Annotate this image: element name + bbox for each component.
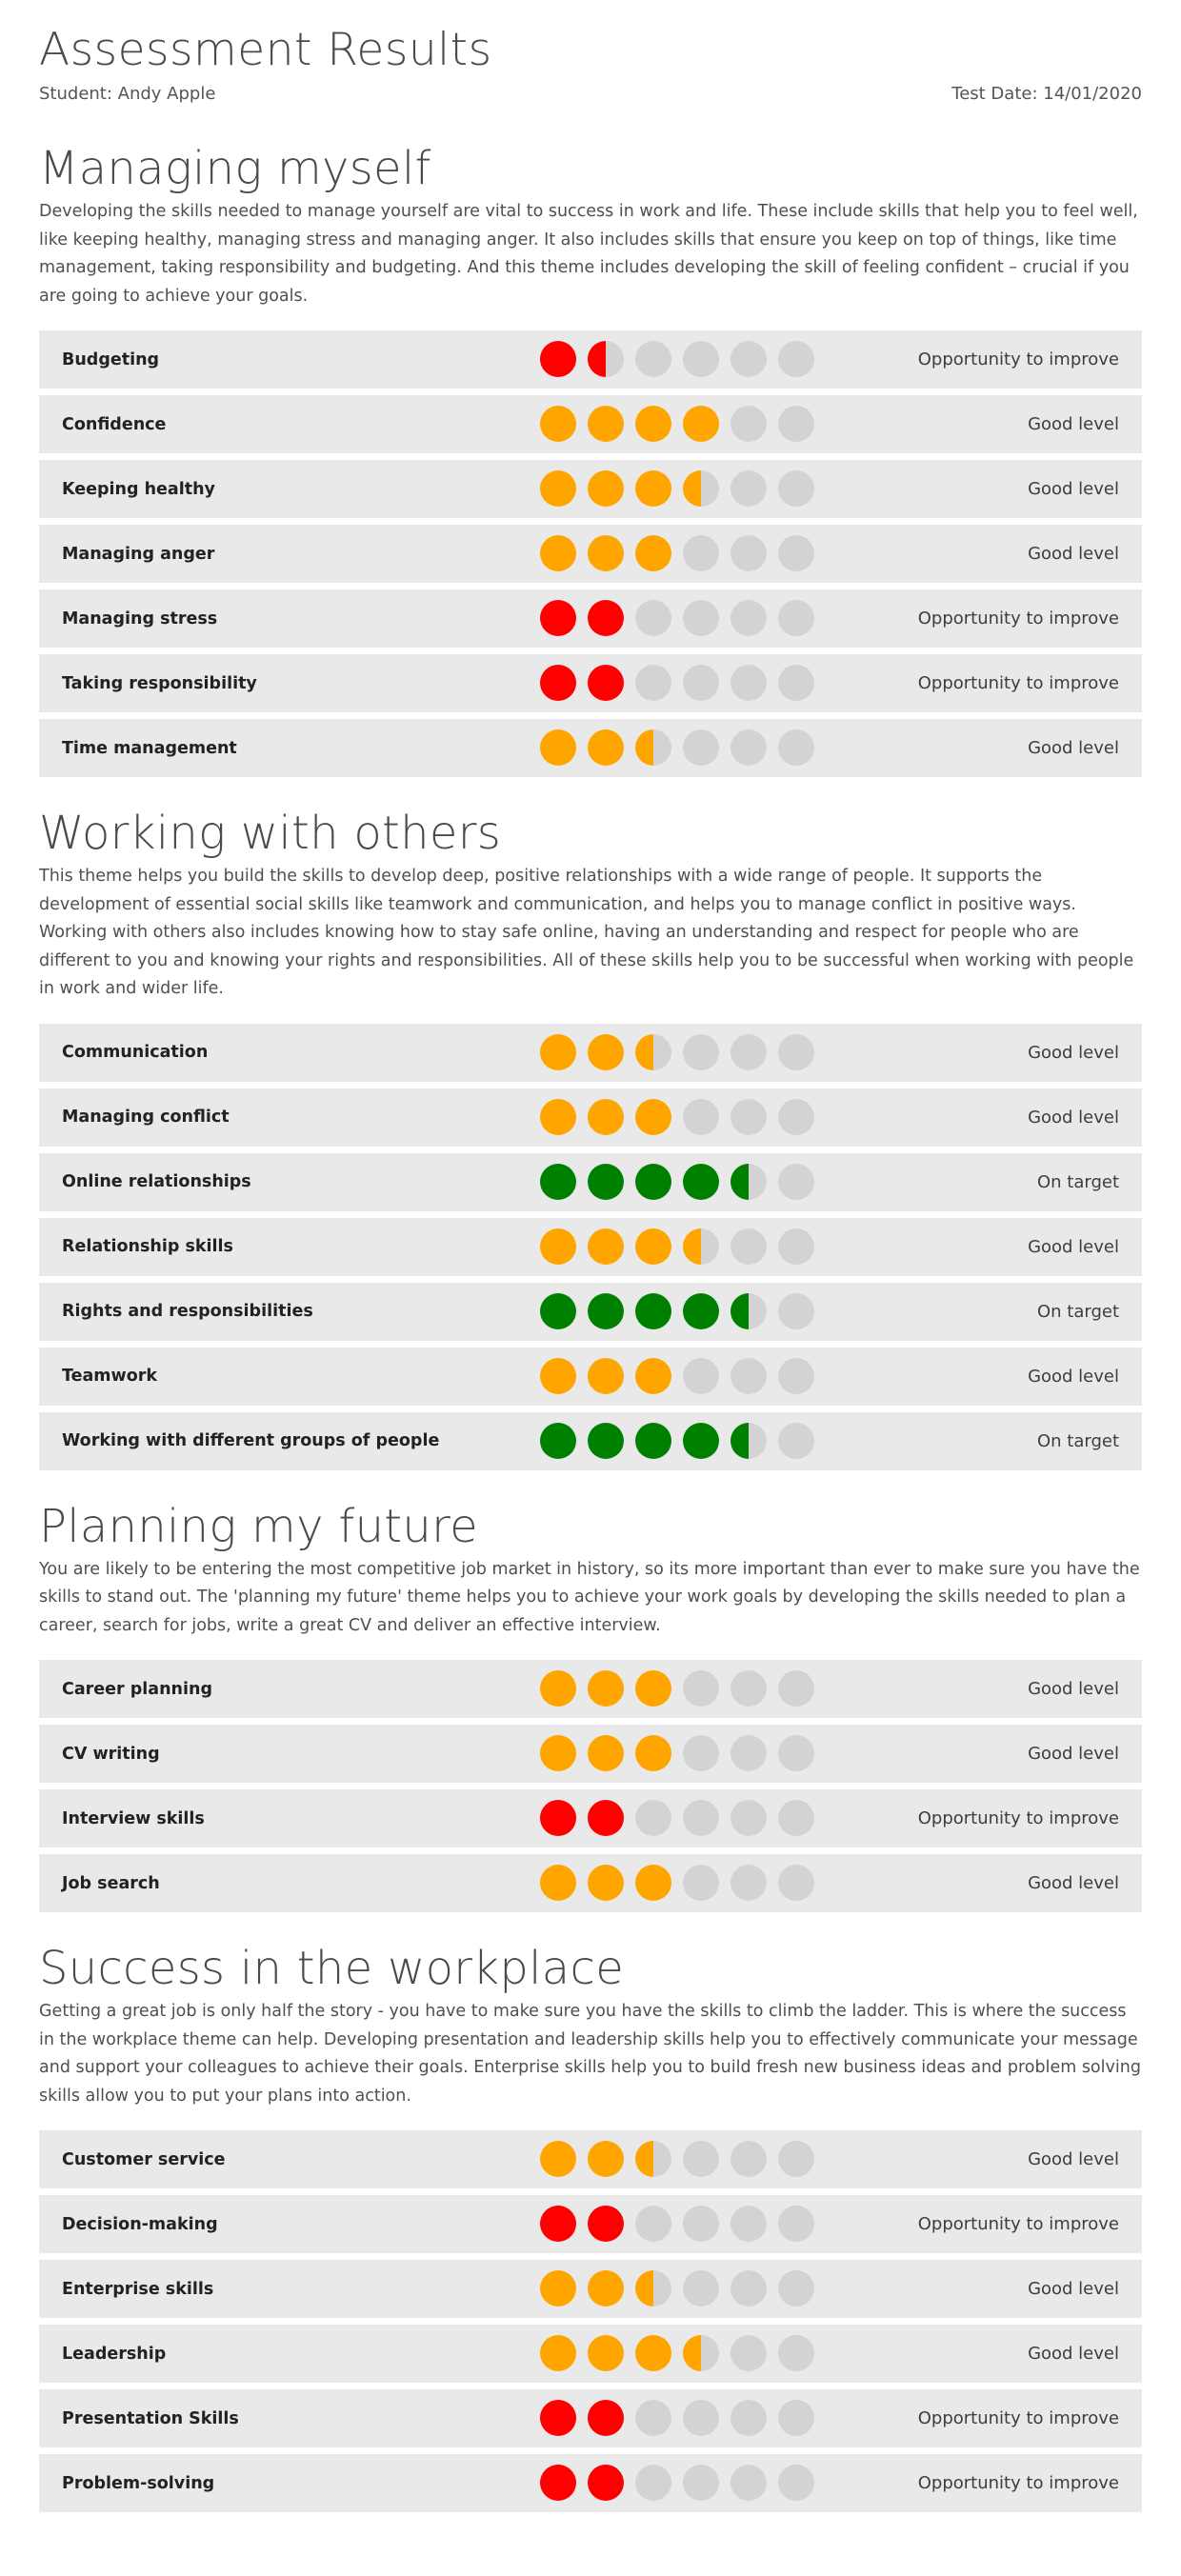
skill-status: Opportunity to improve (917, 1808, 1119, 1828)
score-dot-empty (778, 1164, 814, 1200)
skill-row-keeping-healthy (39, 460, 1142, 518)
score-dots (540, 600, 814, 636)
skill-status: Good level (1028, 544, 1119, 564)
score-dot-filled (588, 1228, 624, 1265)
score-dot-half (588, 341, 624, 377)
score-dot-filled (540, 1865, 576, 1901)
skill-label: Presentation Skills (62, 2408, 239, 2428)
score-dot-filled (588, 1034, 624, 1070)
score-dot-filled (540, 1164, 576, 1200)
score-dots (540, 1670, 814, 1707)
score-dot-half (635, 1034, 671, 1070)
score-dot-filled (635, 1865, 671, 1901)
section-description: This theme helps you build the skills to develop deep, positive relationships with a wide range of people. It supports the development of essential social skills like teamwork and communication, and helps you to manage conflict in positive ways. Working with others also includes knowing how to stay safe online, having an understanding and respect for people who are different to you and knowing your rights and responsibilities. All of these skills help you to be successful when working with people in work and wider life. (39, 867, 1134, 998)
score-dot-filled (540, 1358, 576, 1394)
score-dot-empty (683, 1865, 719, 1901)
score-dot-empty (683, 665, 719, 701)
score-dot-empty (778, 1800, 814, 1836)
score-dot-empty (778, 1865, 814, 1901)
score-dots (540, 341, 814, 377)
score-dot-filled (588, 2400, 624, 2436)
score-dot-empty (778, 1670, 814, 1707)
skill-label: Keeping healthy (62, 479, 215, 499)
skill-row-communication (39, 1024, 1142, 1082)
score-dot-filled (588, 470, 624, 507)
score-dot-filled (635, 406, 671, 442)
skill-label: Problem-solving (62, 2473, 215, 2493)
skill-row-job-search (39, 1854, 1142, 1912)
score-dot-filled (588, 1670, 624, 1707)
score-dot-empty (731, 1358, 767, 1394)
skill-status: Good level (1028, 414, 1119, 434)
score-dot-half (731, 1164, 767, 1200)
score-dot-empty (731, 600, 767, 636)
skill-label: Enterprise skills (62, 2279, 214, 2299)
score-dot-empty (731, 2270, 767, 2306)
skill-row-confidence (39, 395, 1142, 453)
skill-status: Good level (1028, 2149, 1119, 2169)
score-dot-empty (683, 2206, 719, 2242)
score-dot-filled (540, 341, 576, 377)
score-dot-filled (588, 2335, 624, 2371)
score-dot-half (731, 1423, 767, 1459)
skill-label: Rights and responsibilities (62, 1302, 313, 1321)
skill-row-managing-stress (39, 589, 1142, 648)
score-dot-filled (588, 1164, 624, 1200)
score-dot-filled (540, 470, 576, 507)
skill-row-time-management (39, 719, 1142, 777)
skill-status: Opportunity to improve (917, 673, 1119, 693)
score-dot-empty (778, 2465, 814, 2501)
score-dots (540, 2141, 814, 2177)
score-dot-empty (635, 2465, 671, 2501)
score-dot-half (683, 2335, 719, 2371)
score-dots (540, 1800, 814, 1836)
score-dot-empty (683, 1800, 719, 1836)
score-dot-empty (778, 2400, 814, 2436)
score-dot-empty (683, 1735, 719, 1771)
score-dot-filled (540, 1735, 576, 1771)
score-dot-empty (731, 2206, 767, 2242)
score-dots (540, 2335, 814, 2371)
skill-row-taking-responsibility (39, 654, 1142, 712)
score-dot-filled (588, 406, 624, 442)
score-dot-filled (540, 665, 576, 701)
score-dot-empty (683, 2270, 719, 2306)
score-dot-filled (683, 1164, 719, 1200)
score-dot-empty (683, 2465, 719, 2501)
skill-row-career-planning (39, 1660, 1142, 1718)
score-dots (540, 2465, 814, 2501)
score-dot-empty (731, 1865, 767, 1901)
score-dots (540, 2400, 814, 2436)
score-dot-filled (588, 2206, 624, 2242)
score-dot-empty (683, 729, 719, 766)
score-dot-half (635, 729, 671, 766)
score-dot-filled (588, 1423, 624, 1459)
score-dot-empty (778, 729, 814, 766)
skill-label: Interview skills (62, 1808, 205, 1828)
score-dot-filled (540, 2335, 576, 2371)
score-dot-filled (588, 1735, 624, 1771)
sections-container (39, 141, 1142, 2512)
score-dots (540, 1293, 814, 1329)
score-dot-half (683, 470, 719, 507)
score-dot-empty (778, 470, 814, 507)
score-dots (540, 1228, 814, 1265)
skill-label: Job search (62, 1873, 160, 1893)
score-dot-half (683, 1228, 719, 1265)
score-dot-empty (778, 600, 814, 636)
skill-row-leadership (39, 2325, 1142, 2383)
score-dot-filled (635, 1423, 671, 1459)
section-planning-my-future (39, 1499, 1142, 1913)
score-dot-empty (778, 1358, 814, 1394)
skill-row-relationship-skills (39, 1218, 1142, 1276)
score-dot-half (731, 1293, 767, 1329)
score-dot-half (635, 2141, 671, 2177)
score-dot-filled (540, 1099, 576, 1135)
skill-status: On target (1036, 1301, 1119, 1322)
score-dot-empty (778, 2270, 814, 2306)
score-dot-empty (731, 406, 767, 442)
score-dot-filled (588, 2141, 624, 2177)
skill-label: Managing conflict (62, 1108, 230, 1127)
score-dot-filled (588, 1293, 624, 1329)
score-dot-filled (540, 2206, 576, 2242)
score-dot-empty (683, 2141, 719, 2177)
score-dot-empty (731, 1228, 767, 1265)
score-dot-empty (683, 600, 719, 636)
score-dots (540, 1164, 814, 1200)
score-dot-filled (635, 1099, 671, 1135)
score-dot-filled (635, 2335, 671, 2371)
skill-label: Teamwork (62, 1367, 157, 1386)
skill-row-online-relationships (39, 1153, 1142, 1211)
score-dot-empty (683, 1034, 719, 1070)
score-dot-filled (540, 406, 576, 442)
skill-status: Good level (1028, 1107, 1119, 1128)
score-dot-filled (588, 1358, 624, 1394)
score-dot-filled (540, 2465, 576, 2501)
score-dot-empty (731, 2465, 767, 2501)
score-dot-empty (683, 1358, 719, 1394)
skill-status: Opportunity to improve (917, 349, 1119, 369)
skill-status: Opportunity to improve (917, 2408, 1119, 2428)
score-dot-empty (731, 1735, 767, 1771)
score-dot-empty (635, 1800, 671, 1836)
score-dots (540, 406, 814, 442)
score-dots (540, 470, 814, 507)
score-dot-empty (683, 341, 719, 377)
score-dot-empty (683, 535, 719, 571)
skill-status: On target (1036, 1430, 1119, 1451)
score-dot-empty (778, 2141, 814, 2177)
score-dot-empty (731, 2141, 767, 2177)
score-dot-empty (683, 2400, 719, 2436)
score-dot-empty (778, 341, 814, 377)
skill-status: Good level (1028, 738, 1119, 758)
score-dot-empty (778, 1099, 814, 1135)
score-dot-empty (731, 2335, 767, 2371)
score-dot-empty (731, 1800, 767, 1836)
section-success-in-the-workplace (39, 1941, 1142, 2512)
skill-label: Time management (62, 738, 237, 758)
section-managing-myself (39, 141, 1142, 777)
score-dot-empty (635, 665, 671, 701)
score-dot-empty (683, 1099, 719, 1135)
skill-row-enterprise-skills (39, 2260, 1142, 2318)
score-dot-empty (731, 470, 767, 507)
score-dot-filled (635, 1358, 671, 1394)
score-dot-empty (731, 1034, 767, 1070)
section-description: Developing the skills needed to manage yourself are vital to success in work and life. These include skills that help you to feel well, like keeping healthy, managing stress and managing anger. It also includes skills that ensure you keep on top of things, like time management, taking responsibility and budgeting. And this theme includes developing the skill of feeling confident – crucial if you are going to achieve your goals. (39, 202, 1138, 306)
score-dot-filled (635, 1164, 671, 1200)
score-dot-filled (635, 1293, 671, 1329)
score-dot-empty (778, 1735, 814, 1771)
skill-row-rights-and-responsibilities (39, 1283, 1142, 1341)
section-title: Working with others (39, 807, 502, 860)
score-dot-filled (540, 1293, 576, 1329)
score-dot-filled (588, 665, 624, 701)
score-dot-empty (731, 2400, 767, 2436)
score-dot-half (635, 2270, 671, 2306)
score-dot-empty (778, 2335, 814, 2371)
meta-row (39, 84, 1142, 112)
skill-label: Budgeting (62, 349, 160, 369)
skill-status: Opportunity to improve (917, 2214, 1119, 2234)
score-dot-empty (731, 535, 767, 571)
score-dot-empty (635, 2206, 671, 2242)
skill-status: Good level (1028, 2279, 1119, 2299)
score-dot-filled (635, 535, 671, 571)
section-description: You are likely to be entering the most competitive job market in history, so its more important than ever to make sure you have the skills to stand out. The 'planning my future' theme helps you to achieve your work goals by developing the skills needed to plan a career, search for jobs, write a great CV and deliver an effective interview. (39, 1559, 1140, 1635)
score-dot-filled (635, 470, 671, 507)
page-title: Assessment Results (39, 24, 492, 76)
skill-status: Good level (1028, 1042, 1119, 1063)
score-dot-filled (683, 1293, 719, 1329)
score-dots (540, 665, 814, 701)
skill-row-budgeting (39, 330, 1142, 389)
score-dot-empty (635, 2400, 671, 2436)
score-dot-filled (540, 2270, 576, 2306)
score-dot-filled (540, 1423, 576, 1459)
score-dot-empty (778, 1293, 814, 1329)
score-dot-filled (588, 1800, 624, 1836)
skill-row-presentation-skills (39, 2389, 1142, 2447)
score-dots (540, 2206, 814, 2242)
skill-row-interview-skills (39, 1789, 1142, 1847)
score-dot-empty (778, 2206, 814, 2242)
skill-label: Working with different groups of people (62, 1431, 440, 1450)
skill-row-problem-solving (39, 2454, 1142, 2512)
score-dots (540, 1735, 814, 1771)
score-dot-filled (540, 600, 576, 636)
score-dot-filled (588, 2270, 624, 2306)
skill-row-decision-making (39, 2195, 1142, 2253)
skill-status: Opportunity to improve (917, 2473, 1119, 2493)
skill-label: Customer service (62, 2149, 226, 2169)
skill-status: Good level (1028, 1366, 1119, 1387)
section-title: Success in the workplace (39, 1942, 625, 1995)
skill-status: Good level (1028, 2344, 1119, 2364)
skill-label: Online relationships (62, 1172, 251, 1191)
score-dot-filled (540, 1034, 576, 1070)
skill-label: Managing stress (62, 609, 218, 629)
skill-row-cv-writing (39, 1725, 1142, 1783)
score-dots (540, 1358, 814, 1394)
score-dot-filled (540, 1800, 576, 1836)
score-dot-empty (778, 1034, 814, 1070)
score-dot-empty (635, 341, 671, 377)
score-dots (540, 1865, 814, 1901)
section-working-with-others (39, 806, 1142, 1470)
skill-status: Good level (1028, 1236, 1119, 1257)
score-dot-filled (683, 406, 719, 442)
score-dot-filled (540, 1228, 576, 1265)
skill-status: On target (1036, 1171, 1119, 1192)
skill-label: Communication (62, 1043, 209, 1062)
skill-row-managing-anger (39, 525, 1142, 583)
skill-row-working-with-different-groups-of-people (39, 1412, 1142, 1470)
score-dot-filled (540, 2141, 576, 2177)
score-dot-empty (731, 729, 767, 766)
score-dot-filled (540, 2400, 576, 2436)
skill-status: Good level (1028, 479, 1119, 499)
skill-status: Good level (1028, 1873, 1119, 1893)
score-dot-filled (588, 1865, 624, 1901)
skill-row-managing-conflict (39, 1088, 1142, 1147)
section-description: Getting a great job is only half the story - you have to make sure you have the skills to climb the ladder. This is where the success in the workplace theme can help. Developing presentation and leadership skills help you to effectively communicate your message and support your colleagues to achieve their goals. Enterprise skills help you to build fresh new business ideas and problem solving skills allow you to put your plans into action. (39, 2002, 1141, 2106)
score-dot-empty (778, 1228, 814, 1265)
score-dots (540, 2270, 814, 2306)
skill-status: Good level (1028, 1744, 1119, 1764)
score-dot-empty (731, 341, 767, 377)
student-name: Student: Andy Apple (39, 84, 216, 104)
score-dots (540, 729, 814, 766)
score-dot-filled (540, 535, 576, 571)
score-dot-filled (635, 1228, 671, 1265)
skill-label: Relationship skills (62, 1237, 233, 1256)
score-dot-filled (540, 1670, 576, 1707)
score-dots (540, 1099, 814, 1135)
score-dot-filled (588, 2465, 624, 2501)
score-dot-empty (778, 1423, 814, 1459)
skill-label: Leadership (62, 2344, 167, 2364)
skill-row-teamwork (39, 1348, 1142, 1406)
section-title: Managing myself (39, 142, 431, 195)
skill-row-customer-service (39, 2130, 1142, 2188)
skill-status: Opportunity to improve (917, 609, 1119, 629)
score-dots (540, 535, 814, 571)
score-dot-empty (778, 535, 814, 571)
score-dot-empty (635, 600, 671, 636)
test-date: Test Date: 14/01/2020 (951, 84, 1142, 104)
score-dot-empty (683, 1670, 719, 1707)
score-dot-empty (778, 406, 814, 442)
score-dot-filled (588, 1099, 624, 1135)
skill-status: Good level (1028, 1679, 1119, 1699)
score-dot-filled (588, 600, 624, 636)
score-dot-filled (588, 535, 624, 571)
skill-label: Confidence (62, 414, 167, 434)
score-dot-empty (778, 665, 814, 701)
skill-label: Taking responsibility (62, 673, 257, 693)
section-title: Planning my future (39, 1499, 478, 1553)
skill-label: Managing anger (62, 544, 215, 564)
score-dot-empty (731, 1099, 767, 1135)
score-dots (540, 1423, 814, 1459)
score-dot-empty (731, 665, 767, 701)
score-dot-filled (635, 1670, 671, 1707)
score-dots (540, 1034, 814, 1070)
skill-label: CV writing (62, 1744, 160, 1764)
skill-label: Career planning (62, 1679, 212, 1699)
score-dot-filled (683, 1423, 719, 1459)
score-dot-filled (635, 1735, 671, 1771)
skill-label: Decision-making (62, 2214, 218, 2234)
score-dot-empty (731, 1670, 767, 1707)
score-dot-filled (588, 729, 624, 766)
score-dot-filled (540, 729, 576, 766)
